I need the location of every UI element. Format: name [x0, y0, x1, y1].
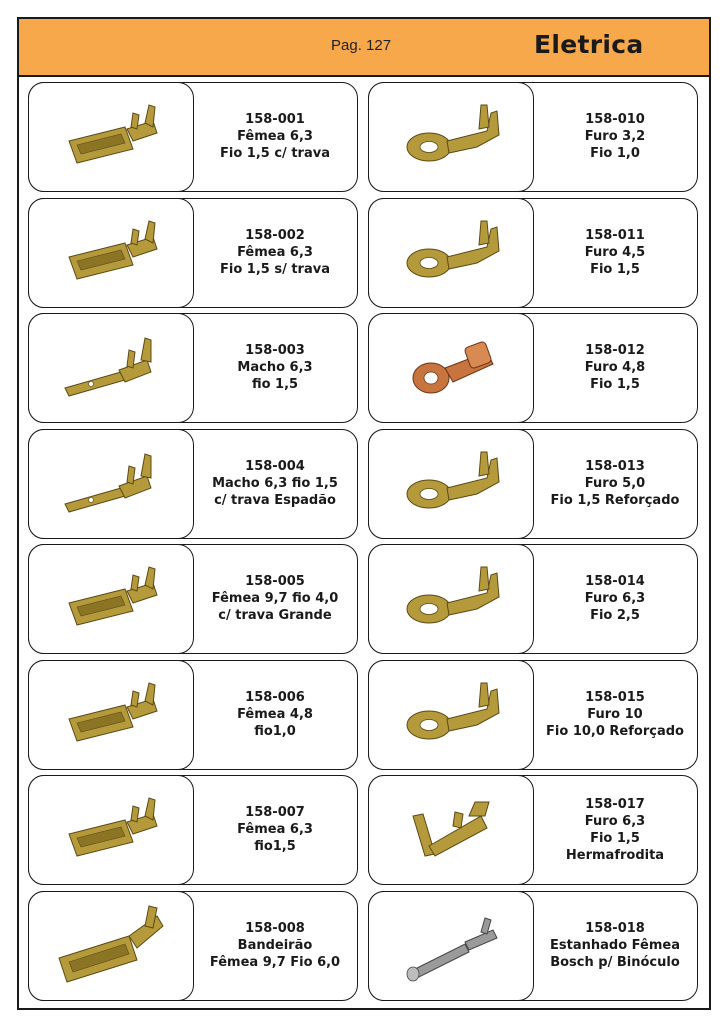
product-line: Fio 1,5 — [590, 377, 640, 392]
product-line: Fio 1,0 — [590, 146, 640, 161]
product-image — [368, 198, 534, 308]
product-line: fio 1,5 — [251, 377, 299, 392]
product-card — [368, 82, 698, 192]
product-line: Furo 6,3 — [584, 591, 646, 606]
page-header — [19, 19, 709, 77]
product-description — [533, 199, 697, 306]
product-description — [533, 430, 697, 537]
product-line: Fio 1,5 Reforçado — [550, 493, 680, 508]
product-line: Macho 6,3 — [237, 360, 313, 375]
product-description — [533, 776, 697, 883]
product-line: Estanhado Fêmea — [550, 938, 680, 953]
male-spade-terminal-icon — [29, 430, 192, 537]
product-description — [533, 83, 697, 190]
product-line: c/ trava Grande — [218, 608, 332, 623]
female-terminal-icon — [29, 776, 192, 883]
product-card — [28, 198, 358, 308]
product-code: 158-011 — [585, 228, 645, 243]
product-card — [28, 660, 358, 770]
product-line: fio1,5 — [254, 839, 296, 854]
product-card — [368, 198, 698, 308]
product-line: c/ trava Espadão — [214, 493, 336, 508]
copper-ring-terminal-icon — [369, 314, 532, 421]
product-description — [533, 661, 697, 768]
product-card — [368, 429, 698, 539]
ring-terminal-icon — [369, 83, 532, 190]
product-description — [193, 892, 357, 999]
product-line: Bosch p/ Binóculo — [550, 955, 680, 970]
product-code: 158-013 — [585, 459, 645, 474]
product-card — [368, 891, 698, 1001]
product-image — [368, 775, 534, 885]
product-description — [193, 661, 357, 768]
ring-terminal-icon — [369, 430, 532, 537]
product-image — [28, 544, 194, 654]
product-line: Furo 4,5 — [584, 245, 646, 260]
product-code: 158-007 — [245, 805, 305, 820]
page-number: Pag. 127 — [331, 37, 392, 54]
product-code: 158-008 — [245, 921, 305, 936]
product-card — [28, 544, 358, 654]
product-image — [368, 82, 534, 192]
product-description — [193, 314, 357, 421]
product-code: 158-002 — [245, 228, 305, 243]
female-terminal-icon — [29, 83, 192, 190]
product-image — [28, 775, 194, 885]
ring-terminal-icon — [369, 661, 532, 768]
product-code: 158-012 — [585, 343, 645, 358]
product-card — [28, 775, 358, 885]
product-image — [28, 313, 194, 423]
product-card — [368, 775, 698, 885]
product-image — [28, 198, 194, 308]
flag-terminal-icon — [29, 892, 192, 999]
product-card — [28, 313, 358, 423]
product-line: Furo 4,8 — [584, 360, 646, 375]
product-line: Fio 1,5 s/ trava — [219, 262, 330, 277]
product-card — [28, 429, 358, 539]
product-line: Fio 1,5 — [590, 262, 640, 277]
product-image — [28, 891, 194, 1001]
ring-terminal-icon — [369, 545, 532, 652]
ring-terminal-icon — [369, 199, 532, 306]
female-terminal-icon — [29, 661, 192, 768]
male-terminal-icon — [29, 314, 192, 421]
product-card — [368, 313, 698, 423]
product-line: Furo 5,0 — [584, 476, 646, 491]
product-description — [193, 545, 357, 652]
product-description — [533, 314, 697, 421]
product-code: 158-017 — [585, 796, 645, 812]
product-card — [368, 544, 698, 654]
product-description — [193, 776, 357, 883]
product-line: Furo 6,3 — [584, 813, 646, 829]
product-card — [28, 891, 358, 1001]
product-description — [533, 545, 697, 652]
product-image — [28, 82, 194, 192]
product-card — [28, 82, 358, 192]
product-image — [368, 891, 534, 1001]
product-code: 158-005 — [245, 574, 305, 589]
product-code: 158-006 — [245, 690, 305, 705]
product-line: Fio 1,5 c/ trava — [220, 146, 330, 161]
product-image — [28, 660, 194, 770]
product-image — [368, 660, 534, 770]
product-code: 158-010 — [585, 112, 645, 127]
product-code: 158-015 — [585, 690, 645, 705]
product-code: 158-018 — [585, 921, 645, 936]
product-image — [28, 429, 194, 539]
product-description — [533, 892, 697, 999]
product-line: Fêmea 4,8 — [237, 707, 313, 722]
product-code: 158-001 — [245, 112, 305, 127]
hermaphrodite-terminal-icon — [369, 776, 532, 883]
product-image — [368, 544, 534, 654]
section-title: Eletrica — [534, 30, 644, 59]
product-code: 158-003 — [245, 343, 305, 358]
product-line: Hermafrodita — [565, 847, 665, 863]
product-line: Fêmea 6,3 — [237, 822, 313, 837]
product-line: Fêmea 6,3 — [237, 245, 313, 260]
product-line: Fêmea 9,7 fio 4,0 — [211, 591, 339, 606]
product-description — [193, 430, 357, 537]
product-line: Macho 6,3 fio 1,5 — [212, 476, 338, 491]
product-line: Bandeirão — [237, 938, 313, 953]
product-code: 158-014 — [585, 574, 645, 589]
product-line: Furo 3,2 — [584, 129, 646, 144]
product-line: Fêmea 9,7 Fio 6,0 — [209, 955, 341, 970]
product-code: 158-004 — [245, 459, 305, 474]
product-line: Fio 10,0 Reforçado — [546, 724, 684, 739]
product-image — [368, 313, 534, 423]
product-line: Furo 10 — [587, 707, 643, 722]
product-line: Fio 2,5 — [590, 608, 640, 623]
female-terminal-icon — [29, 545, 192, 652]
product-line: Fio 1,5 — [590, 830, 640, 846]
product-line: Fêmea 6,3 — [237, 129, 313, 144]
product-image — [368, 429, 534, 539]
tinned-terminal-icon — [369, 892, 532, 999]
product-description — [193, 199, 357, 306]
product-card — [368, 660, 698, 770]
product-line: fio1,0 — [254, 724, 296, 739]
female-terminal-icon — [29, 199, 192, 306]
product-description — [193, 83, 357, 190]
